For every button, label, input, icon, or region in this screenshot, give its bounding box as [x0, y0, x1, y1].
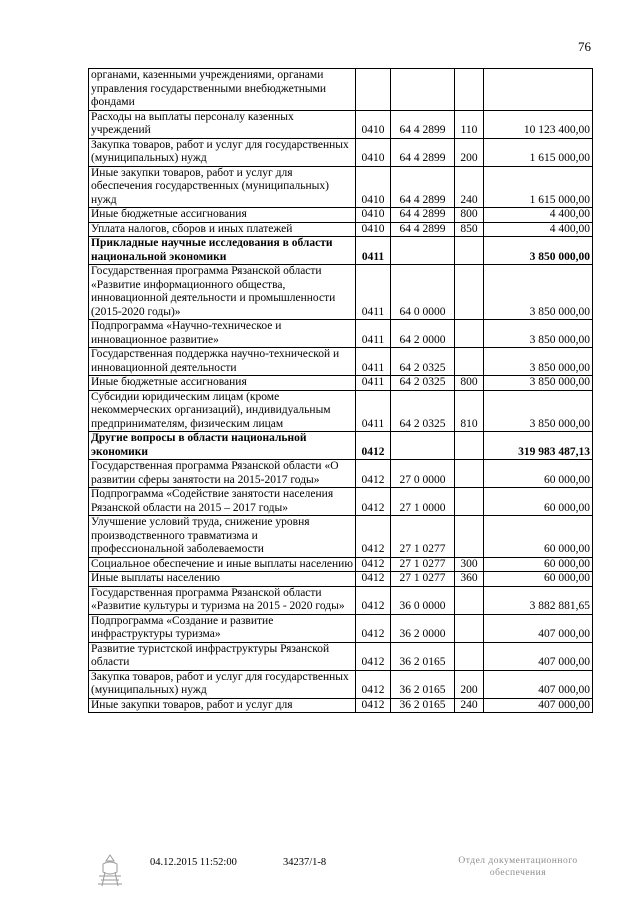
row-name-cell: Субсидии юридическим лицам (кроме некоммерческих организаций), индивидуальным предпринимателям, физическим лицам — [89, 390, 356, 432]
row-target-cell: 27 1 0277 — [391, 516, 455, 558]
row-section-cell: 0411 — [356, 265, 391, 320]
row-amount-cell: 3 850 000,00 — [484, 390, 593, 432]
row-amount-cell: 407 000,00 — [484, 614, 593, 642]
table-row — [89, 237, 593, 265]
row-section-cell: 0411 — [356, 376, 391, 391]
row-name-cell: Расходы на выплаты персоналу казенных учреждений — [89, 110, 356, 138]
table-row — [89, 265, 593, 320]
row-section-cell: 0412 — [356, 460, 391, 488]
row-name-cell: Улучшение условий труда, снижение уровня производственного травматизма и профессиональной заболеваемости — [89, 516, 356, 558]
table-row — [89, 557, 593, 572]
row-name-cell: Иные закупки товаров, работ и услуг для обеспечения государственных (муниципальных) нужд — [89, 166, 356, 208]
row-target-cell: 64 4 2899 — [391, 166, 455, 208]
row-amount-cell: 3 882 881,65 — [484, 586, 593, 614]
row-target-cell: 36 0 0000 — [391, 586, 455, 614]
row-section-cell: 0410 — [356, 110, 391, 138]
row-target-cell: 64 2 0325 — [391, 348, 455, 376]
row-section-cell: 0412 — [356, 557, 391, 572]
row-amount-cell: 3 850 000,00 — [484, 265, 593, 320]
table-row — [89, 698, 593, 713]
row-amount-cell: 319 983 487,13 — [484, 432, 593, 460]
table-row — [89, 222, 593, 237]
row-name-cell: Закупка товаров, работ и услуг для государственных (муниципальных) нужд — [89, 138, 356, 166]
row-amount-cell — [484, 69, 593, 111]
footer-datetime: 04.12.2015 11:52:00 — [150, 857, 237, 868]
row-expense-cell — [455, 642, 484, 670]
table-row — [89, 166, 593, 208]
row-name-cell: Прикладные научные исследования в области национальной экономики — [89, 237, 356, 265]
footer-doc-number: 34237/1-8 — [283, 857, 327, 868]
row-target-cell: 64 0 0000 — [391, 265, 455, 320]
row-section-cell: 0410 — [356, 222, 391, 237]
row-amount-cell: 60 000,00 — [484, 516, 593, 558]
page-number: 76 — [578, 39, 591, 54]
row-amount-cell: 407 000,00 — [484, 642, 593, 670]
row-section-cell: 0412 — [356, 572, 391, 587]
row-name-cell: Государственная поддержка научно-технической и инновационной деятельности — [89, 348, 356, 376]
row-expense-cell — [455, 237, 484, 265]
table-row — [89, 572, 593, 587]
row-section-cell — [356, 69, 391, 111]
row-name-cell: Социальное обеспечение и иные выплаты населению — [89, 557, 356, 572]
row-expense-cell: 300 — [455, 557, 484, 572]
row-target-cell: 64 2 0325 — [391, 376, 455, 391]
emblem-icon — [93, 852, 127, 890]
table-row — [89, 390, 593, 432]
row-expense-cell: 110 — [455, 110, 484, 138]
row-section-cell: 0410 — [356, 138, 391, 166]
row-section-cell: 0410 — [356, 208, 391, 223]
table-row — [89, 376, 593, 391]
row-section-cell: 0412 — [356, 586, 391, 614]
table-row — [89, 614, 593, 642]
row-amount-cell: 3 850 000,00 — [484, 320, 593, 348]
row-expense-cell — [455, 614, 484, 642]
row-section-cell: 0412 — [356, 670, 391, 698]
row-amount-cell: 407 000,00 — [484, 670, 593, 698]
row-name-cell: Закупка товаров, работ и услуг для государственных (муниципальных) нужд — [89, 670, 356, 698]
row-name-cell: Иные закупки товаров, работ и услуг для — [89, 698, 356, 713]
row-target-cell: 36 2 0165 — [391, 670, 455, 698]
row-expense-cell — [455, 69, 484, 111]
row-section-cell: 0410 — [356, 166, 391, 208]
row-name-cell: Иные бюджетные ассигнования — [89, 208, 356, 223]
budget-table — [88, 68, 593, 713]
table-row — [89, 69, 593, 111]
row-amount-cell: 3 850 000,00 — [484, 376, 593, 391]
row-target-cell: 27 0 0000 — [391, 460, 455, 488]
row-expense-cell — [455, 586, 484, 614]
row-section-cell: 0411 — [356, 390, 391, 432]
row-amount-cell: 4 400,00 — [484, 208, 593, 223]
row-target-cell: 64 4 2899 — [391, 222, 455, 237]
row-name-cell: Подпрограмма «Содействие занятости населения Рязанской области на 2015 – 2017 годы» — [89, 488, 356, 516]
row-section-cell: 0411 — [356, 348, 391, 376]
table-row — [89, 460, 593, 488]
row-name-cell: Иные выплаты населению — [89, 572, 356, 587]
row-target-cell: 64 4 2899 — [391, 208, 455, 223]
row-name-cell: Уплата налогов, сборов и иных платежей — [89, 222, 356, 237]
row-amount-cell: 407 000,00 — [484, 698, 593, 713]
row-amount-cell: 10 123 400,00 — [484, 110, 593, 138]
row-expense-cell: 810 — [455, 390, 484, 432]
row-target-cell: 27 1 0000 — [391, 488, 455, 516]
row-name-cell: органами, казенными учреждениями, органами управления государственными внебюджетными фондами — [89, 69, 356, 111]
row-amount-cell: 4 400,00 — [484, 222, 593, 237]
row-amount-cell: 3 850 000,00 — [484, 237, 593, 265]
row-expense-cell — [455, 516, 484, 558]
row-expense-cell — [455, 265, 484, 320]
table-row — [89, 516, 593, 558]
row-name-cell: Государственная программа Рязанской области «Развитие информационного общества, инновационной деятельности и промышленности (2015-2020 годы)» — [89, 265, 356, 320]
row-expense-cell: 800 — [455, 208, 484, 223]
stamp-line-2: обеспечения — [489, 868, 547, 878]
row-target-cell — [391, 237, 455, 265]
row-section-cell: 0412 — [356, 516, 391, 558]
row-amount-cell: 60 000,00 — [484, 557, 593, 572]
row-amount-cell: 1 615 000,00 — [484, 166, 593, 208]
row-expense-cell: 800 — [455, 376, 484, 391]
row-name-cell: Развитие туристской инфраструктуры Рязанской области — [89, 642, 356, 670]
row-name-cell: Государственная программа Рязанской области «Развитие культуры и туризма на 2015 - 2020 годы» — [89, 586, 356, 614]
row-expense-cell — [455, 488, 484, 516]
row-expense-cell — [455, 320, 484, 348]
row-name-cell: Подпрограмма «Научно-техническое и инновационное развитие» — [89, 320, 356, 348]
row-amount-cell: 60 000,00 — [484, 488, 593, 516]
table-row — [89, 320, 593, 348]
row-section-cell: 0411 — [356, 237, 391, 265]
row-target-cell: 64 4 2899 — [391, 138, 455, 166]
row-expense-cell: 240 — [455, 698, 484, 713]
row-expense-cell: 850 — [455, 222, 484, 237]
table-row — [89, 432, 593, 460]
row-section-cell: 0412 — [356, 642, 391, 670]
row-section-cell: 0412 — [356, 432, 391, 460]
row-target-cell — [391, 69, 455, 111]
row-target-cell: 64 4 2899 — [391, 110, 455, 138]
table-row — [89, 586, 593, 614]
table-row — [89, 642, 593, 670]
row-expense-cell: 200 — [455, 138, 484, 166]
row-section-cell: 0412 — [356, 614, 391, 642]
row-section-cell: 0412 — [356, 488, 391, 516]
table-row — [89, 110, 593, 138]
row-amount-cell: 60 000,00 — [484, 572, 593, 587]
row-expense-cell: 200 — [455, 670, 484, 698]
table-row — [89, 348, 593, 376]
table-row — [89, 138, 593, 166]
row-name-cell: Подпрограмма «Создание и развитие инфраструктуры туризма» — [89, 614, 356, 642]
row-name-cell: Иные бюджетные ассигнования — [89, 376, 356, 391]
row-target-cell: 36 2 0165 — [391, 642, 455, 670]
row-expense-cell: 240 — [455, 166, 484, 208]
stamp-line-1: Отдел документационного — [458, 856, 578, 866]
row-amount-cell: 3 850 000,00 — [484, 348, 593, 376]
table-row — [89, 670, 593, 698]
table-row — [89, 488, 593, 516]
row-target-cell: 36 2 0000 — [391, 614, 455, 642]
row-name-cell: Государственная программа Рязанской области «О развитии сферы занятости на 2015-2017 годы» — [89, 460, 356, 488]
row-target-cell: 36 2 0165 — [391, 698, 455, 713]
row-section-cell: 0412 — [356, 698, 391, 713]
row-section-cell: 0411 — [356, 320, 391, 348]
department-stamp — [438, 855, 598, 879]
row-amount-cell: 60 000,00 — [484, 460, 593, 488]
row-target-cell: 64 2 0000 — [391, 320, 455, 348]
row-expense-cell — [455, 348, 484, 376]
row-target-cell — [391, 432, 455, 460]
table-row — [89, 208, 593, 223]
row-target-cell: 64 2 0325 — [391, 390, 455, 432]
row-name-cell: Другие вопросы в области национальной экономики — [89, 432, 356, 460]
row-expense-cell — [455, 432, 484, 460]
row-expense-cell — [455, 460, 484, 488]
row-target-cell: 27 1 0277 — [391, 572, 455, 587]
row-target-cell: 27 1 0277 — [391, 557, 455, 572]
row-amount-cell: 1 615 000,00 — [484, 138, 593, 166]
row-expense-cell: 360 — [455, 572, 484, 587]
